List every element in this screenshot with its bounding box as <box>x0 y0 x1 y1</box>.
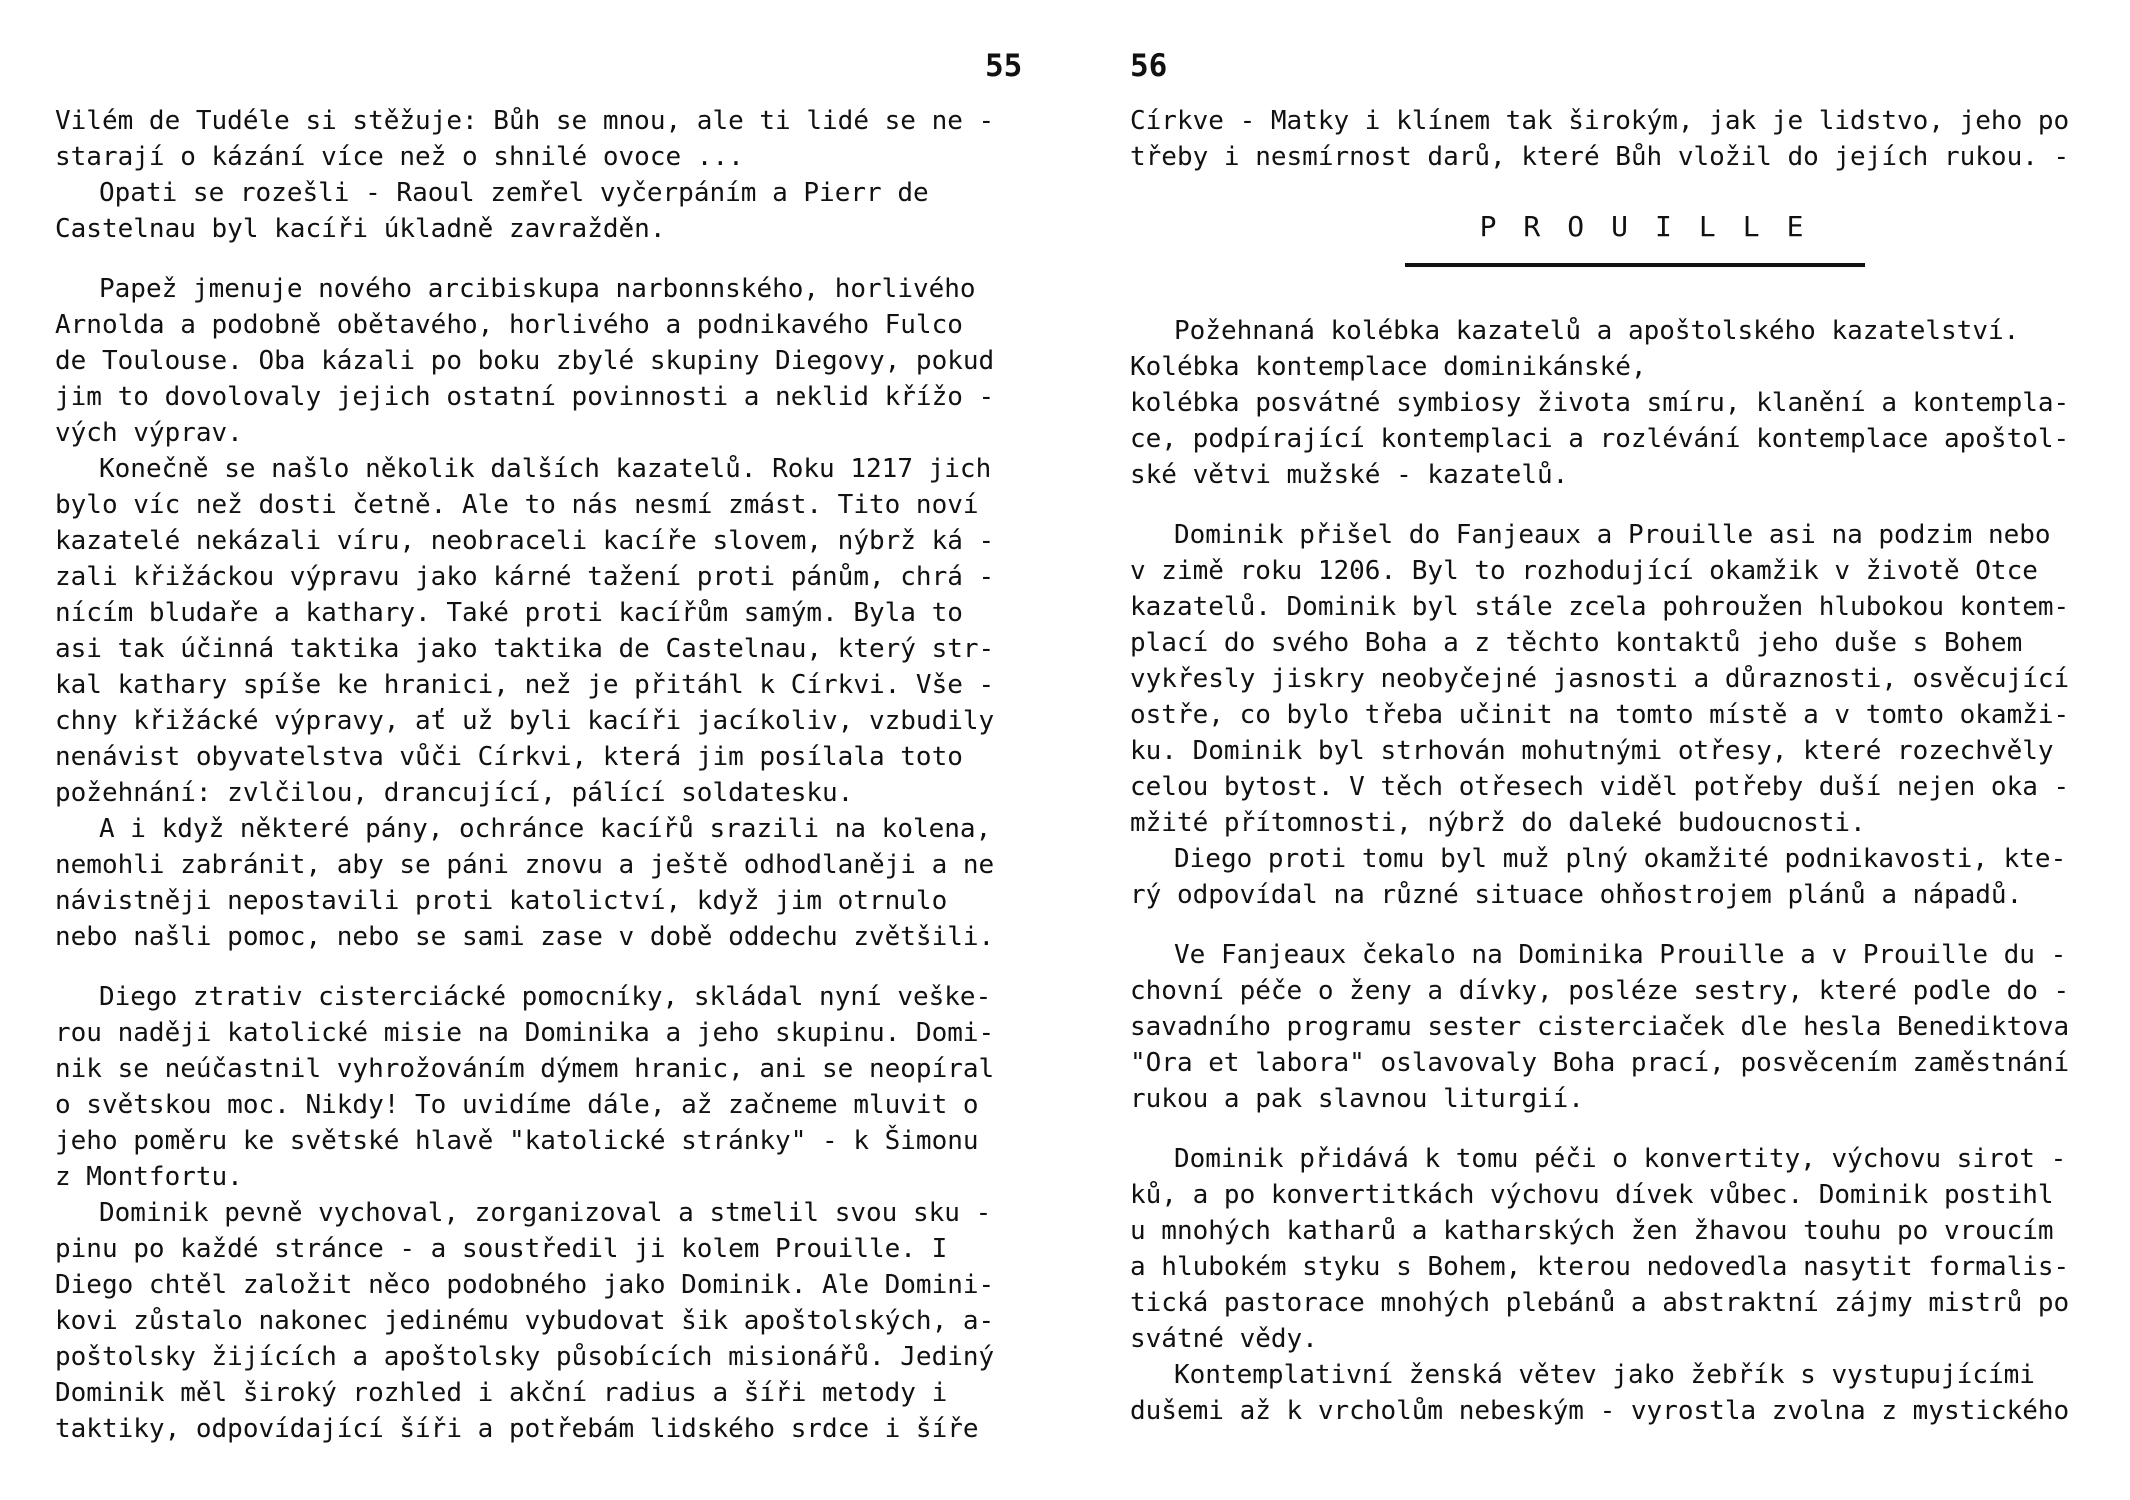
text-line: Církve - Matky i klínem tak širokým, jak je lidstvo, jeho po <box>1130 106 2070 136</box>
text-line: Vilém de Tudéle si stěžuje: Bůh se mnou, ale ti lidé se ne - <box>55 106 995 136</box>
text-line: plací do svého Boha a z těchto kontaktů jeho duše s Bohem <box>1130 628 2023 658</box>
paragraph-gap <box>1130 493 2120 517</box>
text-line: Dominik měl široký rozhled i akční radius a šíři metody i <box>55 1378 948 1408</box>
text-line: kolébka posvátné symbiosy života smíru, klanění a kontempla- <box>1130 388 2070 418</box>
text-line: celou bytost. V těch otřesech viděl potřeby duší nejen oka - <box>1130 772 2070 802</box>
text-line: v zimě roku 1206. Byl to rozhodující okamžik v životě Otce <box>1130 556 2038 586</box>
text-line: jeho poměru ke světské hlavě "katolické stránky" - k Šimonu <box>55 1126 979 1156</box>
text-line: kazatelé nekázali víru, neobraceli kacíře slovem, nýbrž ká - <box>55 526 995 556</box>
text-line: Kolébka kontemplace dominikánské, <box>1130 352 1647 382</box>
text-line: návistněji nepostavili proti katolictví, když jim otrnulo <box>55 886 948 916</box>
paragraph-gap <box>1130 913 2120 937</box>
text-line: ské větvi mužské - kazatelů. <box>1130 460 1569 490</box>
text-line: u mnohých katharů a katharských žen žhavou touhu po vroucím <box>1130 1216 2054 1246</box>
paragraph <box>55 811 1045 955</box>
paragraph <box>1130 1357 2120 1429</box>
text-line: Papež jmenuje nového arcibiskupa narbonnského, horlivého <box>99 274 976 304</box>
text-line: nenávist obyvatelstva vůči Církvi, která jim posílala toto <box>55 742 963 772</box>
page-number: 56 <box>1130 48 1168 84</box>
text-line: savadního programu sester cisterciaček dle hesla Benediktova <box>1130 1012 2070 1042</box>
text-line: nemohli zabránit, aby se páni znovu a ještě odhodlaněji a ne <box>55 850 995 880</box>
text-line: asi tak účinná taktika jako taktika de Castelnau, který str- <box>55 634 995 664</box>
page-body <box>55 103 1045 1447</box>
text-line: třeby i nesmírnost darů, které Bůh vložil do jejích rukou. - <box>1130 142 2070 172</box>
text-line: Castelnau byl kacíři úkladně zavražděn. <box>55 214 666 244</box>
text-line: Arnolda a podobně obětavého, horlivého a podnikavého Fulco <box>55 310 963 340</box>
page-number: 55 <box>985 48 1023 84</box>
paragraph <box>55 175 1045 247</box>
text-line: nebo našli pomoc, nebo se sami zase v době oddechu zvětšili. <box>55 922 995 952</box>
text-line: Konečně se našlo několik dalších kazatelů. Roku 1217 jich <box>99 454 992 484</box>
text-line: de Toulouse. Oba kázali po boku zbylé skupiny Diegovy, pokud <box>55 346 995 376</box>
paragraph <box>1130 517 2120 841</box>
text-line: ku. Dominik byl strhován mohutnými otřesy, které rozechvěly <box>1130 736 2054 766</box>
paragraph <box>1130 313 2120 493</box>
text-line: jim to dovolovaly jejich ostatní povinnosti a neklid křížo - <box>55 382 995 412</box>
text-line: taktiky, odpovídající šíři a potřebám lidského srdce i šíře <box>55 1414 979 1444</box>
text-line: Opati se rozešli - Raoul zemřel vyčerpáním a Pierr de <box>99 178 929 208</box>
text-line: vykřesly jiskry neobyčejné jasnosti a důraznosti, osvěcující <box>1130 664 2070 694</box>
heading-underline <box>1405 263 1865 267</box>
text-line: z Montfortu. <box>55 1162 243 1192</box>
text-line: Požehnaná kolébka kazatelů a apoštolského kazatelství. <box>1174 316 2020 346</box>
text-line: nik se neúčastnil vyhrožováním dýmem hranic, ani se neopíral <box>55 1054 995 1084</box>
text-line: o světskou moc. Nikdy! To uvidíme dále, až začneme mluvit o <box>55 1090 979 1120</box>
text-line: rukou a pak slavnou liturgií. <box>1130 1084 1584 1114</box>
paragraph <box>1130 937 2120 1117</box>
paragraph <box>55 103 1045 175</box>
text-line: Diego chtěl založit něco podobného jako Dominik. Ale Domini- <box>55 1270 995 1300</box>
text-line: Diego ztrativ cisterciácké pomocníky, skládal nyní veške- <box>99 982 992 1012</box>
text-line: ostře, co bylo třeba učinit na tomto místě a v tomto okamži- <box>1130 700 2070 730</box>
chapter-heading: PROUILLE <box>1479 210 1831 243</box>
text-line: požehnání: zvlčilou, drancující, pálící soldatesku. <box>55 778 854 808</box>
text-line: kal kathary spíše ke hranici, než je přitáhl k Církvi. Vše - <box>55 670 995 700</box>
text-line: A i když některé pány, ochránce kacířů srazili na kolena, <box>99 814 992 844</box>
text-line: "Ora et labora" oslavovaly Boha prací, posvěcením zaměstnání <box>1130 1048 2070 1078</box>
text-line: nícím bludaře a kathary. Také proti kacířům samým. Byla to <box>55 598 963 628</box>
text-line: kovi zůstalo nakonec jedinému vybudovat šik apoštolských, a- <box>55 1306 995 1336</box>
text-line: Kontemplativní ženská větev jako žebřík s vystupujícími <box>1174 1360 2035 1390</box>
text-line: Dominik přidává k tomu péči o konvertity, výchovu sirot - <box>1174 1144 2067 1174</box>
text-line: Diego proti tomu byl muž plný okamžité podnikavosti, kte- <box>1174 844 2067 874</box>
text-line: ků, a po konvertitkách výchovu dívek vůbec. Dominik postihl <box>1130 1180 2054 1210</box>
text-line: mžité přítomnosti, nýbrž do daleké budoucnosti. <box>1130 808 1866 838</box>
text-line: Ve Fanjeaux čekalo na Dominika Prouille a v Prouille du - <box>1174 940 2067 970</box>
text-line: ce, podpírající kontemplaci a rozlévání kontemplace apoštol- <box>1130 424 2070 454</box>
text-line: tická pastorace mnohých plebánů a abstraktní zájmy mistrů po <box>1130 1288 2070 1318</box>
paragraph <box>1130 1141 2120 1357</box>
page-body <box>1130 103 2120 1429</box>
text-line: svátné vědy. <box>1130 1324 1318 1354</box>
paragraph <box>55 271 1045 451</box>
intro-paragraph <box>1130 103 2120 175</box>
text-line: pinu po každé stránce - a soustředil ji kolem Prouille. I <box>55 1234 948 1264</box>
right-page <box>1130 0 2130 1500</box>
text-line: bylo víc než dosti četně. Ale to nás nesmí zmást. Tito noví <box>55 490 979 520</box>
text-line: chovní péče o ženy a dívky, posléze sestry, které podle do - <box>1130 976 2070 1006</box>
text-line: starají o kázání více než o shnilé ovoce ... <box>55 142 744 172</box>
paragraph <box>55 451 1045 811</box>
paragraph <box>55 979 1045 1195</box>
text-line: vých výprav. <box>55 418 243 448</box>
left-page <box>55 0 1055 1500</box>
paragraph-gap <box>55 955 1045 979</box>
paragraph-gap <box>55 247 1045 271</box>
text-line: Dominik pevně vychoval, zorganizoval a stmelil svou sku - <box>99 1198 992 1228</box>
paragraph-list <box>1130 313 2120 1429</box>
text-line: Dominik přišel do Fanjeaux a Prouille asi na podzim nebo <box>1174 520 2051 550</box>
paragraph <box>1130 103 2120 175</box>
text-line: rý odpovídal na různé situace ohňostrojem plánů a nápadů. <box>1130 880 2023 910</box>
paragraph <box>1130 841 2120 913</box>
text-line: dušemi až k vrcholům nebeským - vyrostla zvolna z mystického <box>1130 1396 2070 1426</box>
text-line: a hlubokém styku s Bohem, kterou nedovedla nasytit formalis- <box>1130 1252 2070 1282</box>
text-line: kazatelů. Dominik byl stále zcela pohroužen hlubokou kontem- <box>1130 592 2070 622</box>
text-line: rou naději katolické misie na Dominika a jeho skupinu. Domi- <box>55 1018 995 1048</box>
text-line: zali křižáckou výpravu jako kárné tažení proti pánům, chrá - <box>55 562 995 592</box>
text-line: chny křižácké výpravy, ať už byli kacíři jacíkoliv, vzbudily <box>55 706 995 736</box>
text-line: poštolsky žijících a apoštolsky působících misionářů. Jediný <box>55 1342 995 1372</box>
paragraph-gap <box>1130 1117 2120 1141</box>
paragraph <box>55 1195 1045 1447</box>
